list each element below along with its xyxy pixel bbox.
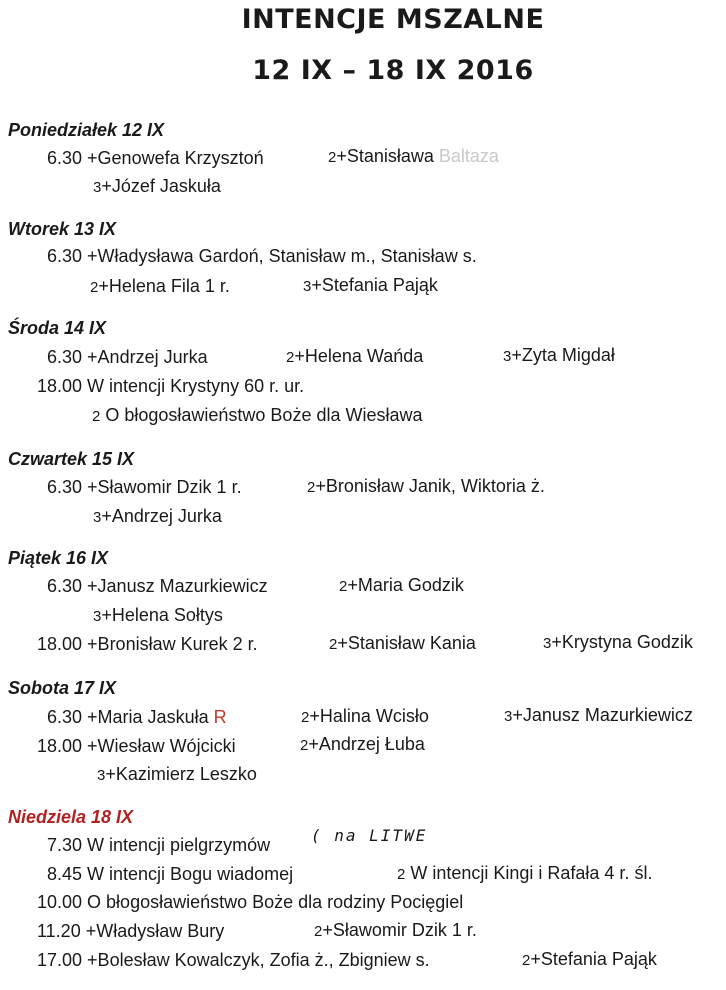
intention-line <box>329 633 476 654</box>
intention-line <box>93 605 223 626</box>
intention-line <box>504 705 693 726</box>
intention-line: 17.00 +Bolesław Kowalczyk, Zofia ż., Zbigniew s. <box>37 950 430 970</box>
day-heading-friday: Piątek 16 IX <box>8 548 109 568</box>
intention-line <box>90 276 230 297</box>
intention-line <box>93 176 221 197</box>
mass-number: 3 <box>97 767 106 784</box>
intention-line <box>543 632 693 653</box>
mass-number: 2 <box>92 408 101 425</box>
intention-text: +Stefania Pająk <box>311 275 438 295</box>
intention-line <box>92 405 423 426</box>
intention-text: +Sławomir Dzik 1 r. <box>322 920 477 940</box>
intention-text: +Helena Sołtys <box>101 605 223 625</box>
intention-line <box>286 346 423 367</box>
intention-line <box>307 476 545 497</box>
intention-text: W intencji Kingi i Rafała 4 r. śl. <box>405 863 653 883</box>
day-heading-sunday: Niedziela 18 IX <box>8 807 134 827</box>
day-heading-thursday: Czwartek 15 IX <box>8 449 135 469</box>
intention-line <box>328 146 499 167</box>
intention-line: 8.45 W intencji Bogu wiadomej <box>47 864 294 884</box>
day-heading-saturday: Sobota 17 IX <box>8 678 117 698</box>
intention-line <box>97 764 257 785</box>
intention-line <box>300 734 425 755</box>
intention-text: +Andrzej Łuba <box>308 734 425 754</box>
intention-line: 18.00 +Wiesław Wójcicki <box>37 736 236 756</box>
intention-text: +Andrzej Jurka <box>101 506 222 526</box>
mass-number: 2 <box>90 279 99 296</box>
mass-number: 3 <box>93 179 102 196</box>
day-heading-monday: Poniedziałek 12 IX <box>8 120 165 140</box>
day-heading-tuesday: Wtorek 13 IX <box>8 219 117 239</box>
intention-line <box>339 575 464 596</box>
intention-text: +Bronisław Janik, Wiktoria ż. <box>315 476 545 496</box>
intention-text: 7.30 W intencji pielgrzymów <box>47 835 271 855</box>
mass-number: 2 <box>328 149 337 166</box>
intention-text: +Janusz Mazurkiewicz <box>512 705 693 725</box>
intention-text: +Helena Wańda <box>294 346 424 366</box>
intention-line <box>397 863 652 884</box>
intention-text: +Zyta Migdał <box>511 345 615 365</box>
intention-text: +Stanisława <box>336 146 439 166</box>
intention-text: +Halina Wcisło <box>309 706 429 726</box>
mass-number: 3 <box>93 509 102 526</box>
intention-text: 6.30 +Maria Jaskuła <box>47 707 214 727</box>
intention-text: +Maria Godzik <box>347 575 464 595</box>
intention-line <box>303 275 438 296</box>
intention-line <box>301 706 429 727</box>
intention-text: +Józef Jaskuła <box>101 176 221 196</box>
page-title: INTENCJE MSZALNE <box>241 4 545 35</box>
intention-text: +Kazimierz Leszko <box>105 764 257 784</box>
mass-number: 2 <box>300 737 309 754</box>
intention-text: O błogosławieństwo Boże dla Wiesława <box>100 405 423 425</box>
mass-number: 3 <box>543 635 552 652</box>
mass-number: 2 <box>301 709 310 726</box>
mass-number: 2 <box>314 923 323 940</box>
intention-text: +Helena Fila 1 r. <box>98 276 230 296</box>
mass-number: 2 <box>329 636 338 653</box>
mass-number: 2 <box>397 866 406 883</box>
intention-line: 6.30 +Andrzej Jurka <box>47 347 208 367</box>
day-heading-wednesday: Środa 14 IX <box>8 318 107 338</box>
mass-number: 2 <box>286 349 295 366</box>
intention-line <box>47 835 270 856</box>
mass-number: 3 <box>303 278 312 295</box>
mass-number: 2 <box>522 952 531 969</box>
faded-text: Baltaza <box>438 146 499 166</box>
intention-line: 18.00 +Bronisław Kurek 2 r. <box>37 634 258 654</box>
intention-text: +Stefania Pająk <box>530 949 657 969</box>
mass-number: 3 <box>504 708 513 725</box>
intention-line: 10.00 O błogosławieństwo Boże dla rodziny Pocięgiel <box>37 892 464 912</box>
mass-number: 3 <box>503 348 512 365</box>
intention-text: +Stanisław Kania <box>337 633 476 653</box>
handwritten-mark: R <box>213 707 227 727</box>
mass-number: 3 <box>93 608 102 625</box>
intention-line: 6.30 +Sławomir Dzik 1 r. <box>47 477 242 497</box>
intention-text: +Krystyna Godzik <box>551 632 693 652</box>
intention-line: 6.30 +Janusz Mazurkiewicz <box>47 576 268 596</box>
intention-line: 11.20 +Władysław Bury <box>37 921 225 941</box>
intention-line <box>93 506 222 527</box>
intention-line: 18.00 W intencji Krystyny 60 r. ur. <box>37 376 305 396</box>
intention-line <box>522 949 657 970</box>
mass-number: 2 <box>307 479 316 496</box>
intention-line: 6.30 +Władysława Gardoń, Stanisław m., Stanisław s. <box>47 246 477 266</box>
intention-line <box>47 707 227 728</box>
date-range: 12 IX – 18 IX 2016 <box>252 55 534 86</box>
intention-line <box>314 920 477 941</box>
handwritten-note: ( na LITWE <box>311 826 428 845</box>
intention-line <box>503 345 615 366</box>
intention-line: 6.30 +Genowefa Krzysztoń <box>47 148 264 168</box>
mass-number: 2 <box>339 578 348 595</box>
